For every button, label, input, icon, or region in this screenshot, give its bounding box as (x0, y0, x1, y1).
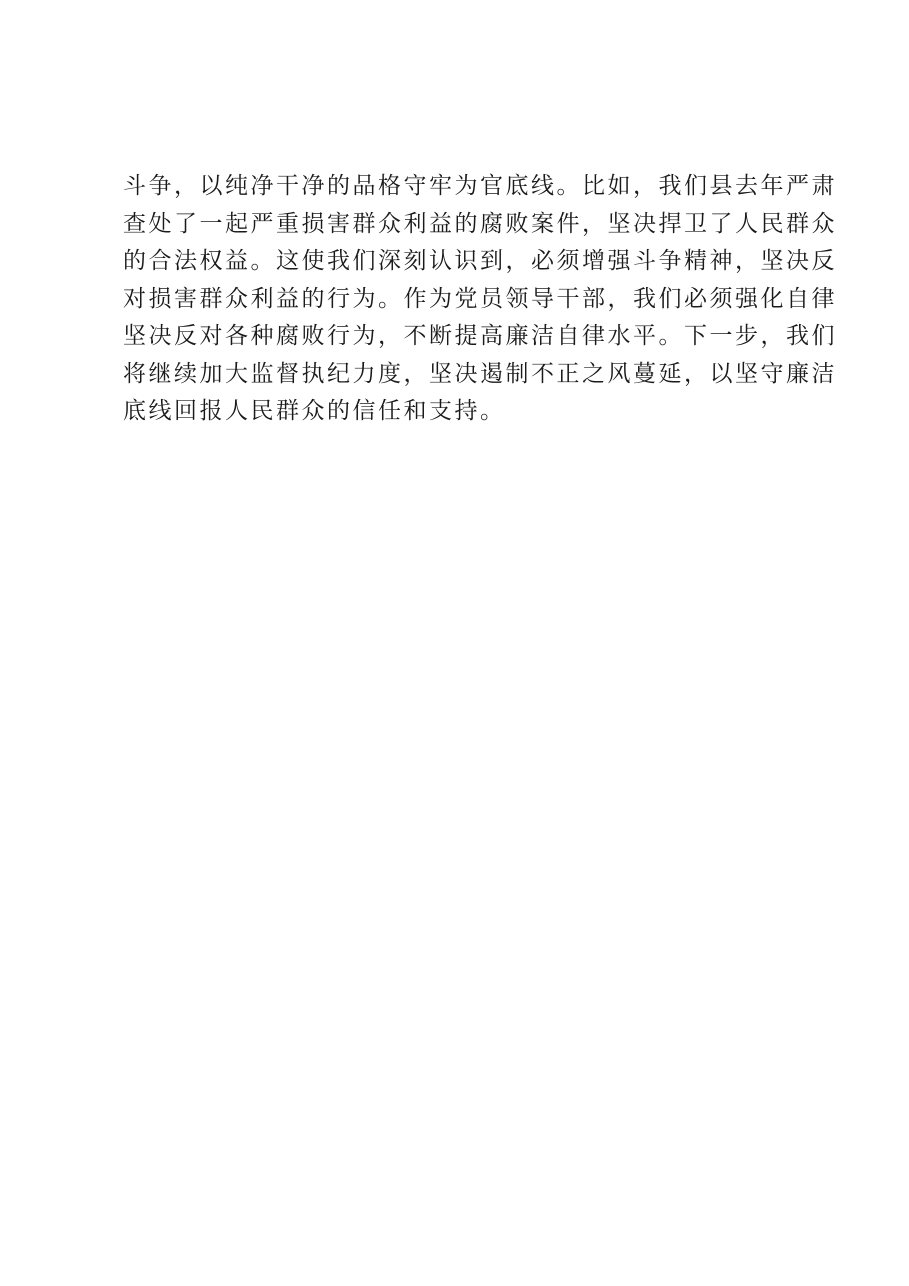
paragraph-line: 底线回报人民群众的信任和支持。 (123, 398, 506, 424)
paragraph-line: 对损害群众利益的行为。作为党员领导干部，我们必须强化自律 (123, 285, 837, 312)
paragraph-line: 斗争，以纯净干净的品格守牢为官底线。比如，我们县去年严肃 (123, 173, 837, 199)
paragraph-line: 查处了一起严重损害群众利益的腐败案件，坚决捍卫了人民群众 (123, 210, 837, 237)
paragraph-line: 的合法权益。这使我们深刻认识到，必须增强斗争精神，坚决反 (123, 248, 837, 274)
paragraph-line: 将继续加大监督执纪力度，坚决遏制不正之风蔓延，以坚守廉洁 (123, 360, 837, 387)
paragraph-line: 坚决反对各种腐败行为，不断提高廉洁自律水平。下一步，我们 (123, 323, 837, 349)
body-paragraph (123, 168, 837, 431)
